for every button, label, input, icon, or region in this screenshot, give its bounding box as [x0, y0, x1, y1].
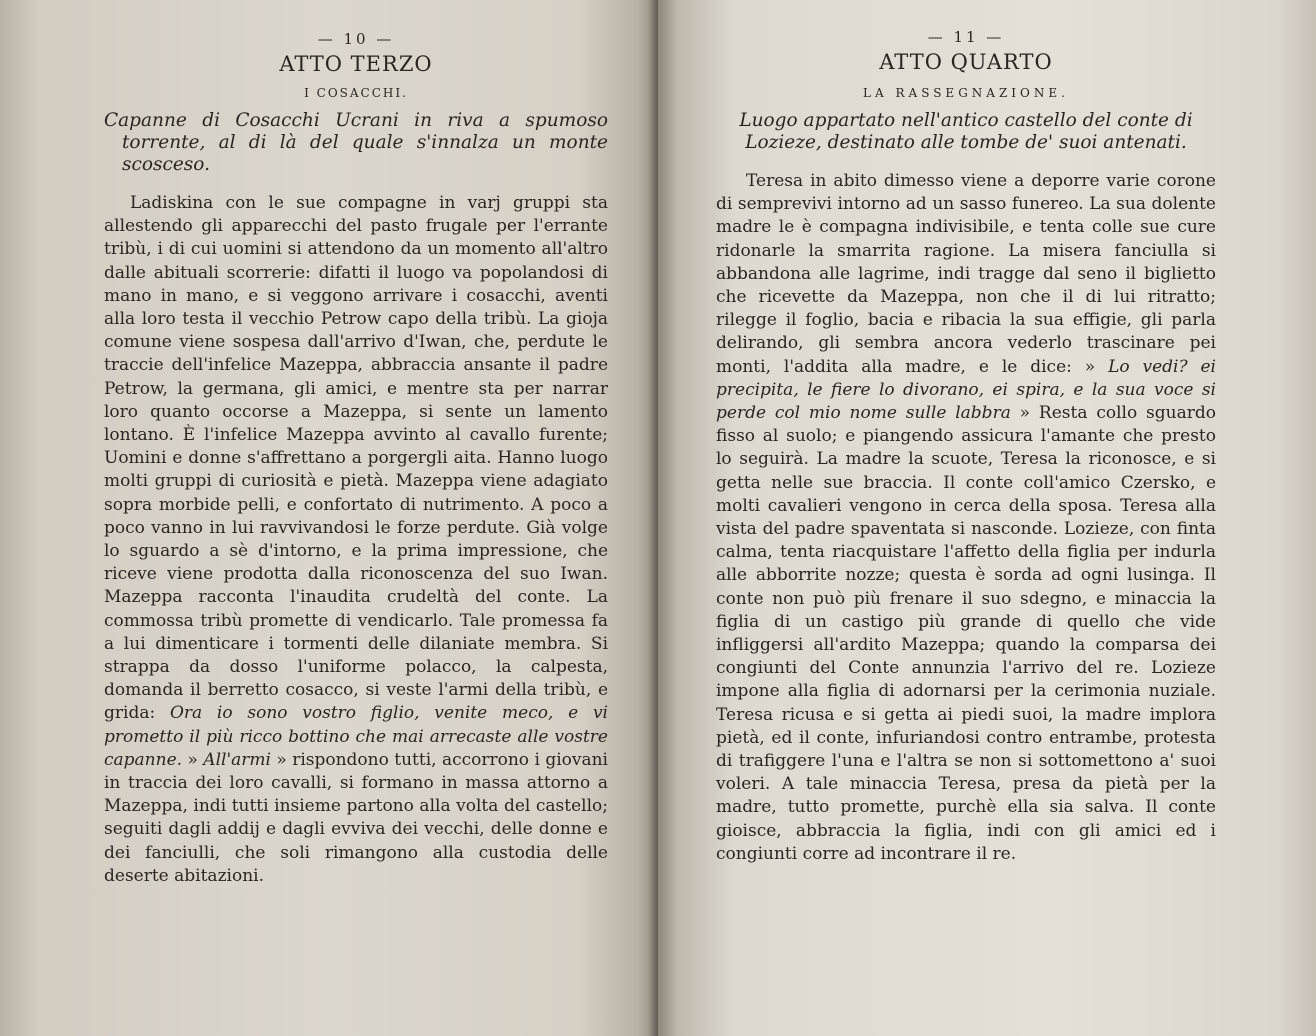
- act-title-right: ATTO QUARTO: [879, 50, 1053, 74]
- page-number-left: — 10 —: [317, 30, 395, 48]
- body-text-italic-segment: All'armi: [203, 749, 271, 770]
- scene-title-right: LA RASSEGNAZIONE.: [863, 86, 1069, 100]
- body-text-italic-segment: Lo vedi? ei precipita, le fiere lo divorano, ei spira, e la sua voce si perde col mio nome sulle labbra: [716, 356, 1216, 424]
- right-page: [658, 0, 1316, 1036]
- body-text-segment: » rispondono tutti, accorrono i giovani in traccia dei loro cavalli, si formano in massa attorno a Mazeppa, indi tutti insieme partono alla volta del castello; seguiti dagli addij e dagli evviva dei vecchi, delle donne e dei fanciulli, che soli rimangono alla custodia delle deserte abitazioni.: [104, 749, 608, 886]
- body-text-segment: Teresa in abito dimesso viene a deporre varie corone di semprevivi intorno ad un sasso funereo. La sua dolente madre le è compagna indivisibile, e tenta colle sue cure ridonarle la smarrita ragione. La misera fanciulla si abbandona alle lagrime, indi tragge dal seno il biglietto che ricevette da Mazeppa, non che il di lui ritratto; rilegge il foglio, bacia e ribacia la sua effigie, gli parla delirando, gli sembra ancora vederlo trascinare pei monti, l'addita alla madre, e le dice: »: [716, 171, 1216, 377]
- stage-setting-right: Luogo appartato nell'antico castello del conte di Lozieze, destinato alle tombe de' suoi antenati.: [739, 110, 1193, 153]
- body-text-segment: » Resta collo sguardo fisso al suolo; e piangendo assicura l'amante che presto lo seguirà. La madre la scuote, Teresa la riconosce, e si getta nelle sue braccia. Il conte coll'amico Czersko, e molti cavalieri vengono in cerca della sposa. Teresa alla vista del padre spaventata si nasconde. Lozieze, con finta calma, tenta riacquistare l'affetto della figlia per indurla alle abborrite nozze; questa è sorda ad ogni lusinga. Il conte non può più frenare il suo sdegno, e minaccia la figlia di un castigo più grande di quello che vide infliggersi all'ardito Mazeppa; quando la comparsa dei congiunti del Conte annunzia l'arrivo del re. Lozieze impone alla figlia di adornarsi per la cerimonia nuziale. Teresa ricusa e si getta ai piedi suoi, la madre implora pietà, ed il conte, infuriandosi contro entrambe, protesta di trafiggere l'una e l'altra se non si sottomettono a' suoi voleri. A tale minaccia Teresa, presa da pietà per la madre, tutto promette, purchè ella sia salva. Il conte gioisce, abbraccia la figlia, indi con gli amici ed i congiunti corre ad incontrare il re.: [716, 403, 1216, 864]
- body-text-segment: »: [182, 749, 204, 770]
- page-number-right: — 11 —: [927, 28, 1005, 46]
- act-title-left: ATTO TERZO: [279, 52, 433, 76]
- body-text-italic-segment: Ora io sono vostro figlio, venite meco, e vi prometto il più ricco bottino che mai arrecaste alle vostre capanne.: [104, 703, 608, 770]
- scene-title-left: I COSACCHI.: [304, 86, 408, 100]
- body-text-segment: Ladiskina con le sue compagne in varj gruppi sta allestendo gli apparecchi del pasto frugale per l'errante tribù, i di cui uomini si attendono da un momento all'altro dalle abituali scorrerie: difatti il luogo va popolandosi di mano in mano, e si veggono arrivare i cosacchi, aventi alla loro testa il vecchio Petrow capo della tribù. La gioja comune viene sospesa dall'arrivo d'Iwan, che, perdute le traccie dell'infelice Mazeppa, abbraccia ansante il padre Petrow, la germana, gli amici, e mentre sta per narrar loro quanto occorse a Mazeppa, si sente un lamento lontano. È l'infelice Mazeppa avvinto al cavallo furente; Uomini e donne s'affrettano a porgergli aita. Hanno luogo molti gruppi di curiosità e pietà. Mazeppa viene adagiato sopra morbide pelli, e confortato di nutrimento. A poco a poco vanno in lui ravvivandosi le forze perdute. Già volge lo sguardo a sè d'intorno, e la prima impressione, che riceve viene prodotta dalla riconoscenza del suo Iwan. Mazeppa racconta l'inaudita crudeltà del conte. La commossa tribù promette di vendicarlo. Tale promessa fa a lui dimenticare i tormenti delle dilaniate membra. Si strappa da dosso l'uniforme polacco, la calpesta, domanda il berretto cosacco, si veste l'armi della tribù, e grida:: [104, 193, 608, 724]
- body-text-right: [716, 170, 1216, 866]
- stage-setting-left: Capanne di Cosacchi Ucrani in riva a spumoso torrente, al di là del quale s'innalza un monte scosceso.: [104, 110, 608, 175]
- body-text-left: [104, 192, 608, 888]
